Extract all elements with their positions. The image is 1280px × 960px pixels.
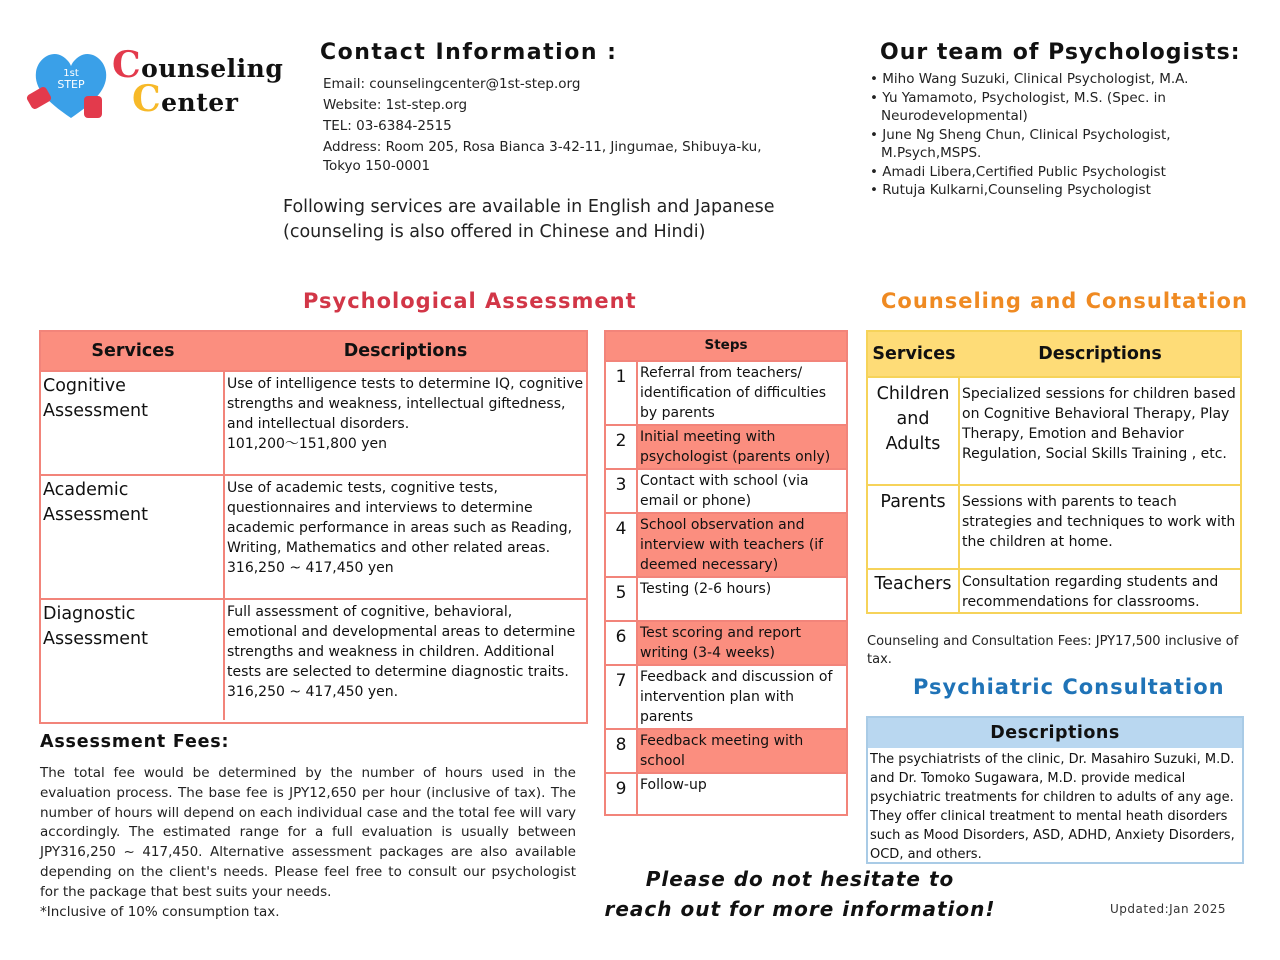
step-row: [606, 664, 846, 728]
team-member: • June Ng Sheng Chun, Clinical Psychologist, M.Psych,MSPS.: [870, 126, 1270, 163]
team-member: • Amadi Libera,Certified Public Psychologist: [870, 163, 1270, 182]
counseling-section-title: Counseling and Consultation: [881, 289, 1248, 313]
step-text: Test scoring and report writing (3-4 weeks): [640, 625, 801, 661]
step-row: [606, 728, 846, 772]
counseling-header-services: Services: [872, 344, 956, 364]
step-text: Referral from teachers/ identification of difficulties by parents: [640, 365, 827, 421]
logo-word-counseling: Counseling: [112, 44, 284, 86]
counseling-table-header: [868, 332, 1240, 376]
logo-word-counseling-rest: ounseling: [141, 54, 284, 83]
assessment-service: Cognitive Assessment: [41, 372, 225, 474]
assessment-section-title: Psychological Assessment: [303, 289, 637, 313]
languages-note: [283, 195, 803, 245]
assessment-description-text: Full assessment of cognitive, behavioral, emotional and developmental areas to determine strengths and weakness in children. Additional tests are selected to determine diagnostic traits.: [227, 604, 576, 680]
logo-word-center: Center: [132, 78, 239, 120]
counseling-service: Teachers: [868, 570, 960, 612]
step-number: 5: [606, 578, 638, 620]
fees-note: *Inclusive of 10% consumption tax.: [40, 904, 280, 920]
fees-body: The total fee would be determined by the number of hours used in the evaluation process. The base fee is JPY12,650 per hour (inclusive of tax). The number of hours will depend on each individual case and the total fee will vary accordingly. The estimated range for a full evaluation is usually between JPY316,250 ~ 417,450. Alternative assessment packages are also available depending on the client's needs. Please feel free to consult our psychologist for the package that best suits your needs.: [40, 765, 576, 900]
logo: [26, 44, 284, 126]
assessment-service: Diagnostic Assessment: [41, 600, 225, 720]
step-row: [606, 576, 846, 620]
team-member: • Yu Yamamoto, Psychologist, M.S. (Spec. in Neurodevelopmental): [870, 89, 1270, 126]
step-row: [606, 360, 846, 424]
team-list: [870, 70, 1270, 200]
psychiatric-box: [866, 716, 1244, 864]
contact-address: Address: Room 205, Rosa Bianca 3-42-11, Jingumae, Shibuya-ku, Tokyo 150-0001: [323, 139, 762, 174]
updated-date: Updated:Jan 2025: [1110, 902, 1226, 916]
contact-website[interactable]: Website: 1st-step.org: [323, 97, 468, 113]
table-row: [41, 370, 586, 474]
contact-list: [323, 74, 793, 176]
step-number: 7: [606, 666, 638, 728]
step-number: 1: [606, 362, 638, 424]
contact-email[interactable]: Email: counselingcenter@1st-step.org: [323, 76, 581, 92]
step-number: 3: [606, 470, 638, 512]
table-row: [868, 484, 1240, 568]
step-text: Initial meeting with psychologist (parents only): [640, 429, 831, 465]
counseling-fees: Counseling and Consultation Fees: JPY17,500 inclusive of tax.: [867, 634, 1239, 667]
step-text: Follow-up: [640, 777, 707, 793]
counseling-header-descriptions: Descriptions: [1038, 344, 1162, 364]
step-number: 9: [606, 774, 638, 814]
heart-logo-icon: [26, 46, 116, 126]
assessment-description-text: Use of intelligence tests to determine IQ, cognitive strengths and weakness, intellectual giftedness, and intellectual disorders.: [227, 376, 584, 432]
step-text: Feedback and discussion of intervention plan with parents: [640, 669, 833, 725]
assessment-description: [225, 600, 586, 720]
table-row: [41, 474, 586, 598]
step-row: [606, 468, 846, 512]
counseling-description: Specialized sessions for children based on Cognitive Behavioral Therapy, Play Therapy, Emotion and Behavior Regulation, Social Skills Training , etc.: [962, 386, 1236, 462]
step-number: 8: [606, 730, 638, 772]
team-title: Our team of Psychologists:: [880, 40, 1241, 65]
table-row: [41, 598, 586, 720]
step-text: Contact with school (via email or phone): [640, 473, 809, 509]
step-row: [606, 512, 846, 576]
team-member: • Rutuja Kulkarni,Counseling Psychologist: [870, 181, 1270, 200]
assessment-service: Academic Assessment: [41, 476, 225, 598]
cta-line-2: reach out for more information!: [604, 897, 996, 921]
languages-line-2: (counseling is also offered in Chinese and Hindi): [283, 222, 706, 242]
step-row: [606, 620, 846, 664]
logo-word-center-rest: enter: [161, 88, 239, 117]
steps-header: Steps: [606, 332, 846, 360]
psychiatric-header: Descriptions: [868, 718, 1242, 748]
fees-title: Assessment Fees:: [40, 732, 230, 752]
counseling-service: Children and Adults: [868, 378, 960, 484]
psychiatric-body: The psychiatrists of the clinic, Dr. Masahiro Suzuki, M.D. and Dr. Tomoko Sugawara, M.D. provide medical psychiatric treatments for children to adults of any age. They offer clinical treatment to mental heath disorders such as Mood Disorders, ASD, ADHD, Anxiety Disorders, OCD, and others.: [870, 752, 1235, 862]
assessment-header-services: Services: [91, 341, 175, 361]
step-row: [606, 772, 846, 814]
table-row: [868, 376, 1240, 484]
step-text: Testing (2-6 hours): [640, 581, 772, 597]
assessment-price: 101,200～151,800 yen: [227, 436, 388, 452]
cta-line-1: Please do not hesitate to: [645, 867, 955, 891]
step-number: 6: [606, 622, 638, 664]
assessment-description-text: Use of academic tests, cognitive tests, questionnaires and interviews to determine academic performance in areas such as Reading, Writing, Mathematics and other related areas.: [227, 480, 573, 556]
assessment-price: 316,250 ~ 417,450 yen: [227, 560, 394, 576]
assessment-table: [39, 330, 588, 724]
counseling-table: [866, 330, 1242, 614]
assessment-description: [225, 476, 586, 598]
contact-title: Contact Information :: [320, 40, 618, 65]
assessment-description: [225, 372, 586, 474]
svg-text:STEP: STEP: [57, 78, 85, 91]
psychiatric-section-title: Psychiatric Consultation: [913, 675, 1225, 699]
step-text: Feedback meeting with school: [640, 733, 804, 769]
step-number: 4: [606, 514, 638, 576]
table-row: [868, 568, 1240, 612]
counseling-description: Sessions with parents to teach strategies and techniques to work with the children at home.: [962, 494, 1236, 550]
contact-tel[interactable]: TEL: 03-6384-2515: [323, 118, 452, 134]
step-row: [606, 424, 846, 468]
assessment-table-header: [41, 332, 586, 370]
assessment-header-descriptions: Descriptions: [343, 341, 468, 361]
svg-text:1st: 1st: [63, 68, 79, 79]
steps-table: [604, 330, 848, 816]
call-to-action: [600, 864, 1000, 924]
counseling-service: Parents: [868, 486, 960, 568]
team-member: • Miho Wang Suzuki, Clinical Psychologist, M.A.: [870, 70, 1270, 89]
languages-line-1: Following services are available in English and Japanese: [283, 197, 775, 217]
assessment-price: 316,250 ~ 417,450 yen.: [227, 684, 399, 700]
counseling-description: Consultation regarding students and recommendations for classrooms.: [962, 574, 1219, 610]
step-text: School observation and interview with teachers (if deemed necessary): [640, 517, 824, 573]
step-number: 2: [606, 426, 638, 468]
